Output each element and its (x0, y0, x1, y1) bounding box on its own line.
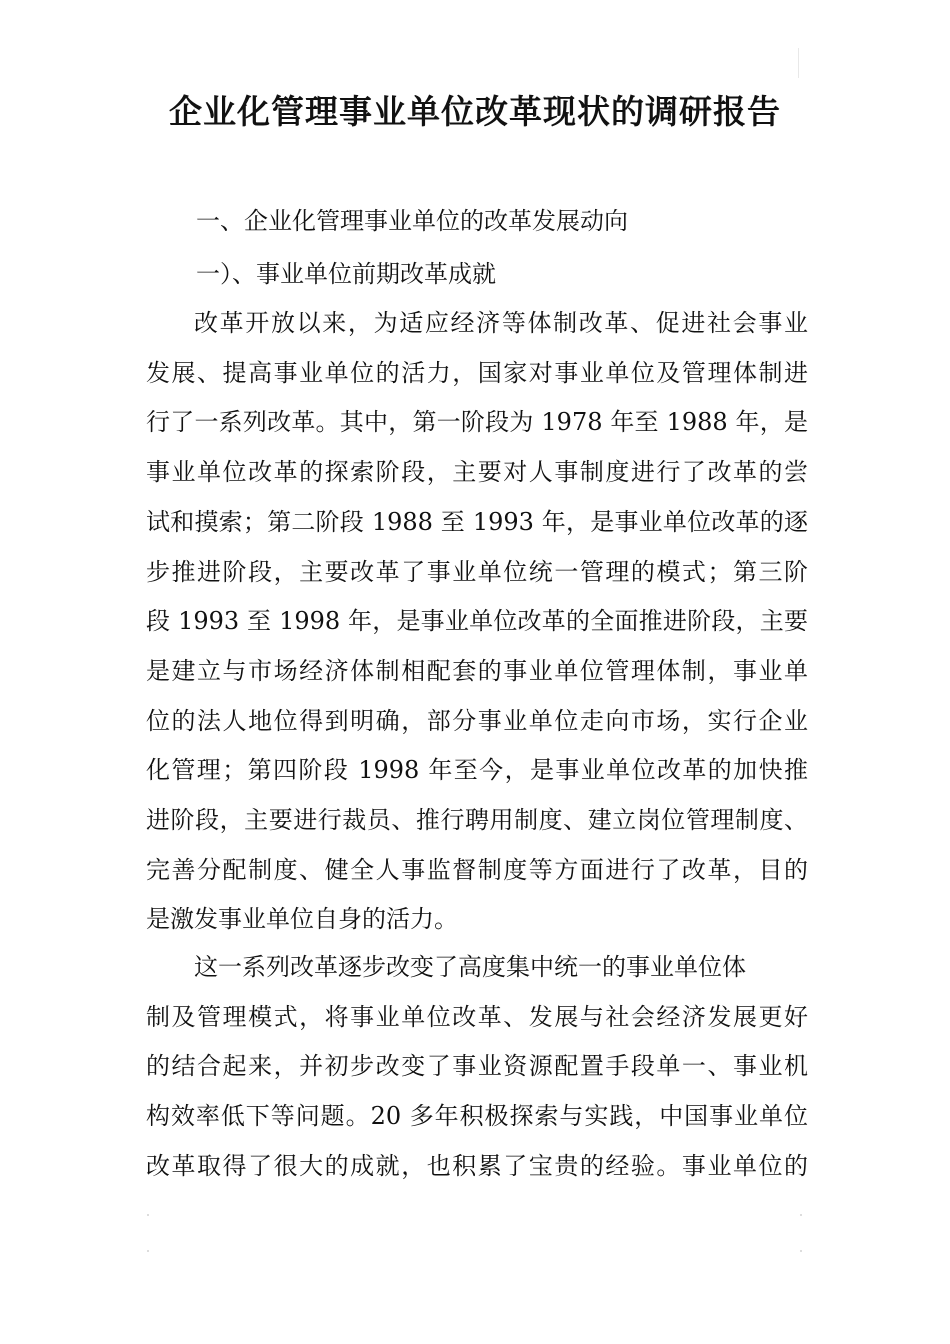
page-corner-dot (147, 1250, 149, 1252)
page-corner-dot (147, 1214, 149, 1216)
document-title: 企业化管理事业单位改革现状的调研报告 (169, 92, 781, 131)
paragraph-line: 发展、提高事业单位的活力，国家对事业单位及管理体制进 (146, 358, 808, 387)
section-heading: 一、企业化管理事业单位的改革发展动向 (196, 207, 628, 235)
paragraph-line: 改革开放以来，为适应经济等体制改革、促进社会事业 (194, 309, 808, 337)
paragraph-line: 构效率低下等问题。20 多年积极探索与实践，中国事业单位 (146, 1102, 808, 1131)
paragraph-line: 试和摸索；第二阶段 1988 至 1993 年，是事业单位改革的逐 (146, 507, 808, 536)
paragraph-line: 制及管理模式，将事业单位改革、发展与社会经济发展更好 (146, 1002, 808, 1031)
page-corner-dot (800, 1250, 802, 1252)
body-paragraph-2 (146, 943, 808, 1192)
subsection-heading: 一）、事业单位前期改革成就 (196, 260, 496, 288)
body-paragraph-1 (146, 299, 808, 945)
paragraph-line: 是建立与市场经济体制相配套的事业单位管理体制，事业单 (146, 656, 808, 685)
paragraph-line: 位的法人地位得到明确，部分事业单位走向市场，实行企业 (146, 706, 808, 735)
paragraph-line: 的结合起来，并初步改变了事业资源配置手段单一、事业机 (146, 1052, 808, 1081)
page-corner-mark (798, 48, 799, 78)
paragraph-line: 是激发事业单位自身的活力。 (146, 905, 458, 934)
paragraph-line: 化管理；第四阶段 1998 年至今，是事业单位改革的加快推 (146, 756, 808, 785)
paragraph-line: 行了一系列改革。其中，第一阶段为 1978 年至 1988 年，是 (146, 408, 808, 437)
paragraph-line: 改革取得了很大的成就，也积累了宝贵的经验。事业单位的 (146, 1151, 808, 1180)
paragraph-line: 进阶段，主要进行裁员、推行聘用制度、建立岗位管理制度、 (146, 806, 808, 835)
paragraph-line: 事业单位改革的探索阶段，主要对人事制度进行了改革的尝 (146, 458, 808, 487)
page-corner-dot (800, 1214, 802, 1216)
paragraph-line: 段 1993 至 1998 年，是事业单位改革的全面推进阶段，主要 (146, 607, 808, 636)
paragraph-line: 步推进阶段，主要改革了事业单位统一管理的模式；第三阶 (146, 557, 808, 586)
paragraph-line: 完善分配制度、健全人事监督制度等方面进行了改革，目的 (146, 855, 808, 884)
paragraph-line: 这一系列改革逐步改变了高度集中统一的事业单位体 (194, 953, 746, 981)
